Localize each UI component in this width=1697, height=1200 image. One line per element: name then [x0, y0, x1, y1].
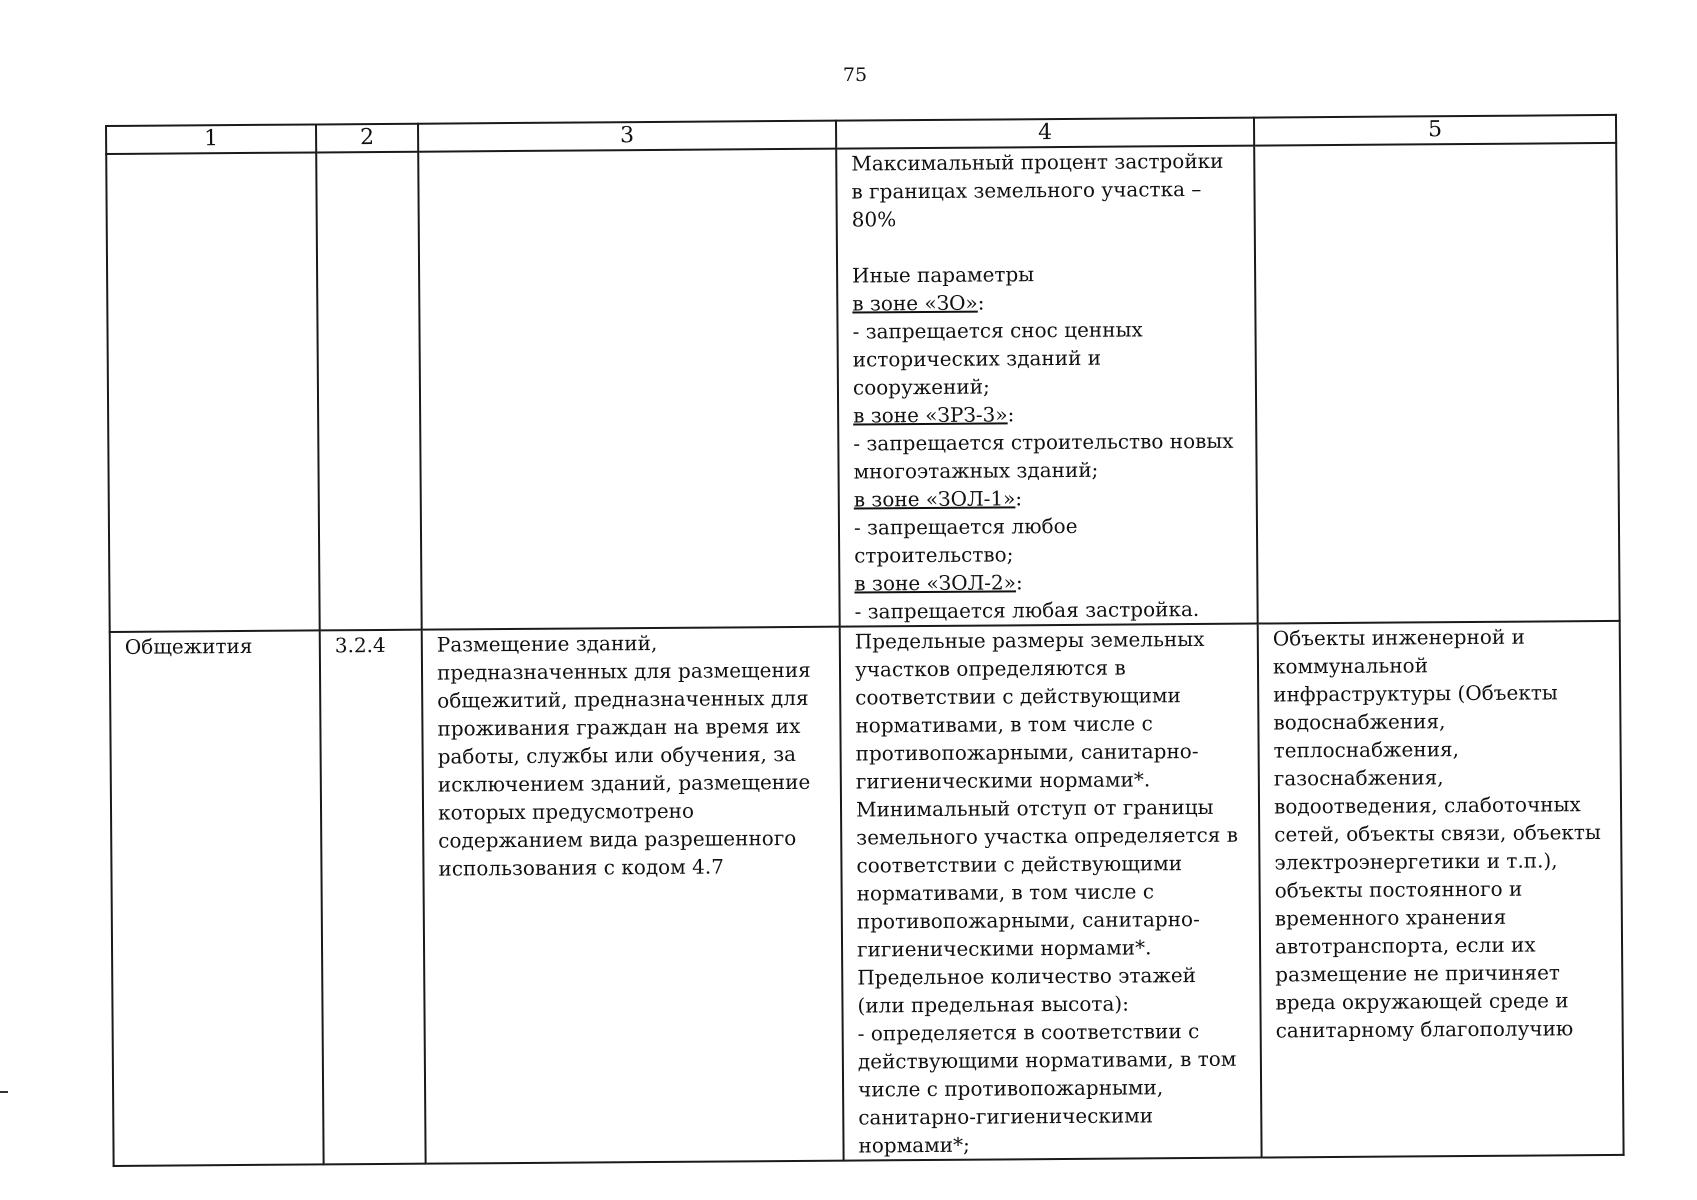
column-number-2: 2: [316, 124, 418, 153]
zone-zo: в зоне «ЗО»:: [852, 290, 985, 316]
other-params-heading: Иные параметры: [852, 262, 1035, 288]
page-number: 75: [842, 64, 868, 86]
parameters-cell: [840, 624, 1262, 1161]
zone-zol2: в зоне «ЗОЛ-2»:: [854, 570, 1023, 596]
zone-zrz3-rule: - запрещается строительство новых многоэтажных зданий;: [853, 428, 1234, 484]
use-description-cell: Размещение зданий, предназначенных для размещения общежитий, предназначенных для проживания граждан на время их работы, службы или обучения, за исключением зданий, размещение которых предусмотрено содержанием вида разрешенного использования с кодом 4.7: [422, 627, 844, 1164]
plot-size-rule: Предельные размеры земельных участков определяются в соответствии с действующими нормативами, в том числе с противопожарными, санитарно-гигиеническими нормами*.: [854, 626, 1205, 794]
max-build-percent: Максимальный процент застройки в границах земельного участка – 80%: [851, 148, 1224, 232]
auxiliary-uses-cell: Объекты инженерной и коммунальной инфраструктуры (Объекты водоснабжения, теплоснабжения, газоснабжения, водоотведения, слаботочных сетей, объекты связи, объекты электроэнергетики и т.п.), объекты постоянного и временного хранения автотранспорта, если их размещение не причиняет вреда окружающей среде и санитарному благополучию: [1258, 621, 1624, 1158]
row1-col5: [1254, 143, 1619, 624]
row1-parameters-cell: [836, 146, 1257, 627]
use-name-cell: Общежития: [110, 630, 324, 1166]
row1-col1: [106, 152, 319, 632]
column-number-4: 4: [836, 118, 1254, 149]
column-number-5: 5: [1254, 115, 1616, 146]
table-row-continuation: [106, 143, 1619, 632]
row1-col3: [418, 149, 839, 630]
zone-zol1-label: в зоне «ЗОЛ-1»: [853, 486, 1016, 512]
margin-mark: [0, 1091, 8, 1093]
zone-zol2-rule: - запрещается любая застройка.: [854, 596, 1200, 624]
floors-heading: Предельное количество этажей (или предельная высота):: [857, 963, 1197, 1018]
zone-zol2-label: в зоне «ЗОЛ-2»: [854, 570, 1017, 596]
zone-zo-rule: - запрещается снос ценных исторических зданий и сооружений;: [852, 317, 1143, 400]
zone-zo-label: в зоне «ЗО»: [852, 290, 978, 316]
setback-rule: Минимальный отступ от границы земельного участка определяется в соответствии с действующими нормативами, в том числе с противопожарными, санитарно-гигиеническими нормами*.: [855, 794, 1239, 962]
row1-col2: [316, 152, 422, 631]
use-code-cell: 3.2.4: [320, 630, 426, 1165]
column-number-1: 1: [106, 124, 316, 154]
zoning-table: [105, 114, 1625, 1167]
zone-zrz3-label: в зоне «ЗРЗ-3»: [853, 402, 1008, 428]
zone-zol1: в зоне «ЗОЛ-1»:: [853, 486, 1023, 512]
table-row-dormitories: [110, 621, 1624, 1166]
zone-zrz3: в зоне «ЗРЗ-3»:: [853, 402, 1015, 428]
floors-rule: - определяется в соответствии с действующими нормативами, в том числе с противопожарными, санитарно-гигиеническими нормами*;: [857, 1019, 1237, 1158]
zone-zol1-rule: - запрещается любое строительство;: [853, 513, 1078, 568]
column-number-3: 3: [418, 121, 836, 152]
